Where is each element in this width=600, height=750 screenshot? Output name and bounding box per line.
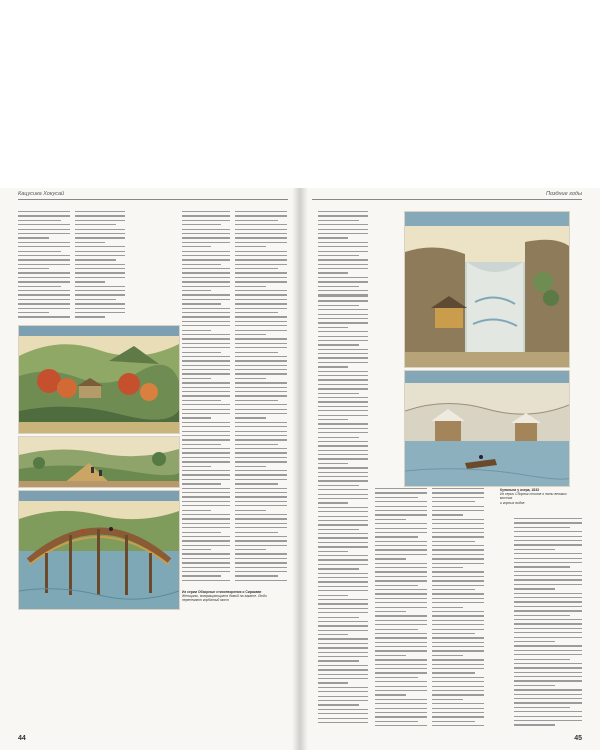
text-column-7 (375, 488, 427, 726)
running-head-right: Поздние годы (546, 191, 582, 197)
caption-right-text: Из серии Сборник стихов о пяти великих мостах (500, 492, 567, 501)
travellers-illustration (19, 437, 179, 487)
text-column-8 (432, 488, 484, 726)
arched-bridge-illustration (19, 491, 179, 609)
lake-bathhouse-illustration (405, 212, 569, 367)
winter-river-illustration (405, 371, 569, 486)
caption-right (500, 488, 580, 505)
text-column-4 (235, 211, 287, 583)
book-gutter (292, 188, 308, 750)
header-rule-left (18, 199, 288, 200)
text-column-3 (182, 211, 230, 583)
header-rule-right (312, 199, 582, 200)
book-spread (0, 188, 600, 750)
caption-right-title: Купальни у озера, 1833 (500, 488, 539, 492)
text-column-1 (18, 211, 70, 321)
running-head-left: Кацусика Хокусай (18, 191, 65, 197)
print-arched-bridge (18, 490, 180, 610)
text-column-5 (318, 211, 368, 297)
caption-left-title: Из серии Обзорные стихотворения о Сиракаве (182, 590, 262, 594)
page-number-right: 45 (574, 735, 582, 742)
autumn-village-illustration (19, 326, 179, 433)
print-travellers (18, 436, 180, 488)
caption-right-sub: и горных видов (500, 500, 525, 505)
left-page (0, 188, 300, 750)
text-column-9 (514, 518, 582, 726)
page-number-left: 44 (18, 735, 26, 742)
right-page (300, 188, 600, 750)
caption-left-text: Женщины, возвращающиеся домой на закате. Люди пересекают горбатый мост (182, 594, 267, 603)
text-column-6 (318, 296, 368, 726)
text-column-2 (75, 211, 125, 321)
print-lake-bathhouse (404, 211, 570, 368)
print-winter-river (404, 370, 570, 487)
print-autumn-village (18, 325, 180, 434)
caption-left (182, 590, 282, 603)
